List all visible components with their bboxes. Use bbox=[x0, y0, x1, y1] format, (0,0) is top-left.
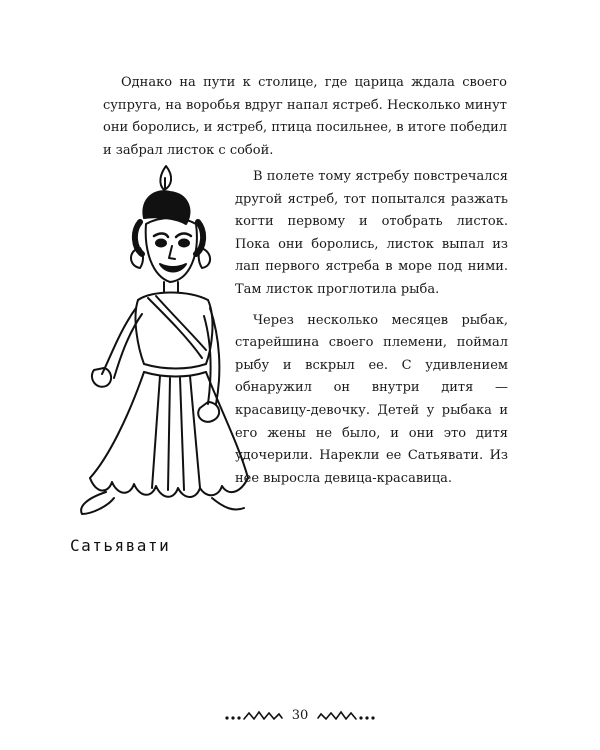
right-text-column bbox=[235, 166, 508, 490]
page-footer bbox=[0, 708, 600, 723]
paragraph-2-text: В полете тому ястребу повстречался другой ястреб, тот попытался разжать когти первому и отобрать листок. Пока они боролись, листок выпал из лап первого ястреба в море под ними. Там листок проглотила рыба. bbox=[235, 169, 508, 297]
ornament-right-icon bbox=[316, 709, 376, 723]
paragraph-2 bbox=[235, 166, 508, 302]
paragraph-3 bbox=[235, 310, 508, 491]
illustration-caption: Сатьявати bbox=[70, 536, 171, 555]
satyavati-illustration bbox=[48, 158, 258, 528]
paragraph-1-text: Однако на пути к столице, где царица ждала своего супруга, на воробья вдруг напал ястреб. Несколько минут они боролись, и ястреб, птица посильнее, в итоге победил и забрал листок с собой. bbox=[103, 75, 507, 158]
paragraph-1 bbox=[103, 72, 507, 162]
ornament-left-icon bbox=[224, 709, 284, 723]
page-number: 30 bbox=[291, 708, 309, 723]
paragraph-3-text: Через несколько месяцев рыбак, старейшина своего племени, поймал рыбу и вскрыл ее. С удивлением обнаружил он внутри дитя — красавицу-девочку. Детей у рыбака и его жены не было, и они это дитя удочерили. Нарекли ее Сатьявати. Из нее выросла девица-красавица. bbox=[235, 312, 508, 486]
